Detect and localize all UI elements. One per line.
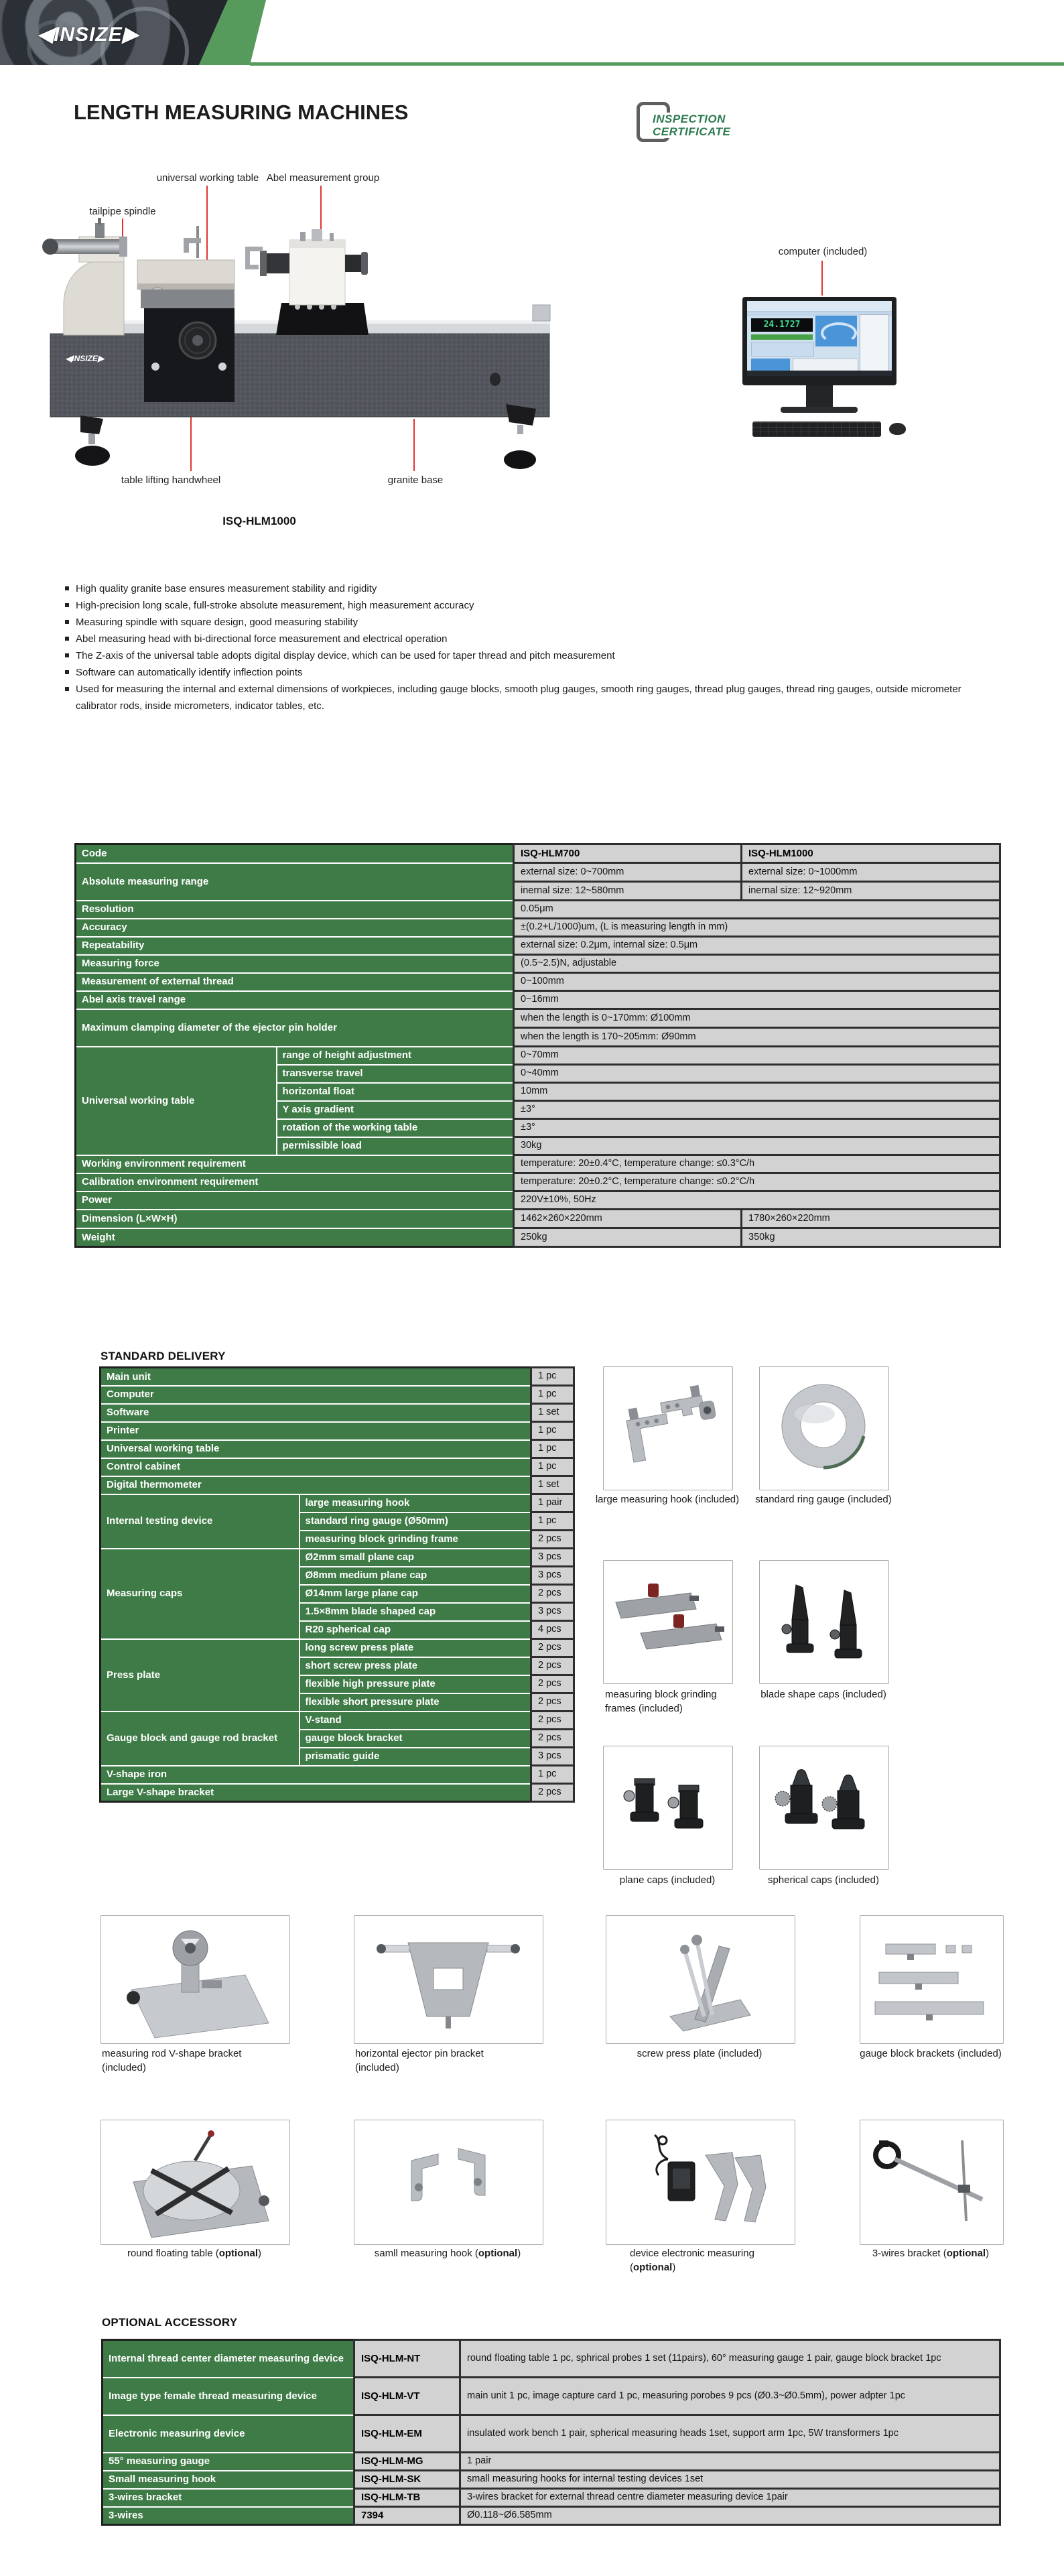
feature-item: Measuring spindle with square design, good measuring stability <box>64 614 961 631</box>
delivery-qty: 3 pcs <box>531 1549 574 1567</box>
spec-sublabel: range of height adjustment <box>277 1047 514 1065</box>
delivery-qty: 2 pcs <box>531 1693 574 1712</box>
control-panel <box>751 342 814 357</box>
delivery-item: Printer <box>101 1422 531 1440</box>
delivery-group: Internal testing device <box>101 1494 300 1549</box>
image-grinding-frames <box>603 1560 733 1684</box>
header-green-rule <box>250 62 1064 66</box>
feature-list <box>64 580 961 714</box>
software-toolbar <box>747 301 892 312</box>
accessory-device: Small measuring hook <box>103 2471 354 2489</box>
delivery-item: flexible short pressure plate <box>300 1693 531 1712</box>
image-large-measuring-hook <box>603 1366 733 1490</box>
tailstock <box>64 258 124 335</box>
feature-item: Abel measuring head with bi-directional force measurement and electrical operation <box>64 631 961 647</box>
label-table-lifting-handwheel: table lifting handwheel <box>121 474 221 486</box>
part-image-panel <box>815 316 857 346</box>
spec-value: when the length is 170~205mm: Ø90mm <box>514 1028 1000 1047</box>
spec-value: inernal size: 12~580mm <box>514 882 742 901</box>
delivery-item: prismatic guide <box>300 1748 531 1766</box>
spec-value: 220V±10%, 50Hz <box>514 1192 1000 1210</box>
spec-label: Resolution <box>76 901 514 919</box>
computer-monitor <box>742 297 896 385</box>
spec-label: Power <box>76 1192 514 1210</box>
image-plane-caps <box>603 1746 733 1870</box>
accessory-device: Image type female thread measuring device <box>103 2378 354 2415</box>
leader-line <box>821 261 823 296</box>
accessory-code: ISQ-HLM-SK <box>354 2471 460 2489</box>
spec-label: Code <box>76 844 514 863</box>
image-spherical-caps <box>759 1746 889 1870</box>
badge-line1: INSPECTION <box>653 113 726 125</box>
caption-3-wires-bracket: 3-wires bracket (optional) <box>872 2248 990 2259</box>
spec-value: (0.5~2.5)N, adjustable <box>514 955 1000 973</box>
result-list-panel <box>860 314 889 372</box>
spec-model-1: ISQ-HLM700 <box>514 844 742 863</box>
spec-value: 350kg <box>742 1228 1000 1247</box>
caption-screw-press-plate: screw press plate (included) <box>637 2048 762 2059</box>
delivery-item: Main unit <box>101 1368 531 1386</box>
spec-label: Maximum clamping diameter of the ejector pin holder <box>76 1009 514 1047</box>
delivery-item: Computer <box>101 1386 531 1404</box>
accessory-code: ISQ-HLM-MG <box>354 2453 460 2471</box>
spec-sublabel: permissible load <box>277 1137 514 1155</box>
spec-label: Weight <box>76 1228 514 1247</box>
accessory-desc: 3-wires bracket for external thread centre diameter measuring device 1pair <box>460 2489 1000 2507</box>
spec-value: 0.05μm <box>514 901 1000 919</box>
spec-model-2: ISQ-HLM1000 <box>742 844 1000 863</box>
delivery-item: flexible high pressure plate <box>300 1675 531 1693</box>
monitor-stand-base <box>781 407 858 413</box>
accessory-device: Internal thread center diameter measuring device <box>103 2340 354 2378</box>
delivery-item: Universal working table <box>101 1440 531 1458</box>
spec-value: ±3° <box>514 1119 1000 1137</box>
spec-value: temperature: 20±0.4°C, temperature change: ≤0.3°C/h <box>514 1155 1000 1173</box>
delivery-group: Press plate <box>101 1639 300 1712</box>
accessory-desc: Ø0.118~Ø6.585mm <box>460 2507 1000 2525</box>
accessory-code: ISQ-HLM-NT <box>354 2340 460 2378</box>
caption-horizontal-ejector-bracket: horizontal ejector pin bracket (included) <box>355 2048 484 2073</box>
spec-value: 0~16mm <box>514 991 1000 1009</box>
delivery-item: Control cabinet <box>101 1458 531 1476</box>
spec-label: Accuracy <box>76 919 514 937</box>
caption-small-measuring-hook: samll measuring hook (optional) <box>374 2248 521 2259</box>
delivery-group: Measuring caps <box>101 1549 300 1639</box>
monitor-stand <box>806 385 833 407</box>
machine-illustration <box>40 168 563 482</box>
spec-value: 250kg <box>514 1228 742 1247</box>
model-caption: ISQ-HLM1000 <box>222 515 296 527</box>
spec-value: inernal size: 12~920mm <box>742 882 1000 901</box>
machine-foot <box>80 415 103 434</box>
delivery-qty: 4 pcs <box>531 1621 574 1639</box>
delivery-item: R20 spherical cap <box>300 1621 531 1639</box>
delivery-item: Digital thermometer <box>101 1476 531 1494</box>
optional-accessory-table <box>101 2339 1001 2526</box>
delivery-item: Ø8mm medium plane cap <box>300 1567 531 1585</box>
accessory-desc: insulated work bench 1 pair, spherical measuring heads 1set, support arm 1pc, 5W transformers 1pc <box>460 2415 1000 2453</box>
software-screen <box>747 301 892 376</box>
spec-label: Absolute measuring range <box>76 863 514 901</box>
image-round-floating-table <box>101 2120 290 2245</box>
delivery-qty: 1 pc <box>531 1440 574 1458</box>
spec-value: external size: 0~700mm <box>514 863 742 882</box>
spec-label: Repeatability <box>76 937 514 955</box>
spec-value: external size: 0~1000mm <box>742 863 1000 882</box>
image-gauge-block-brackets <box>860 1915 1004 2044</box>
spec-value: ±3° <box>514 1101 1000 1119</box>
feature-item: Used for measuring the internal and external dimensions of workpieces, including gauge blocks, smooth plug gauges, smooth ring gauges, thread plug gauges, thread ring gauges, outside micrometer calibrator rods, inside micrometers, indicator tables, etc. <box>64 681 961 714</box>
delivery-qty: 1 pc <box>531 1422 574 1440</box>
delivery-qty: 3 pcs <box>531 1748 574 1766</box>
caption-plane-caps: plane caps (included) <box>619 1874 716 1886</box>
caption-large-measuring-hook: large measuring hook (included) <box>595 1494 740 1505</box>
base-logo: ◀INSIZE▶ <box>66 354 105 363</box>
accessory-device: 55° measuring gauge <box>103 2453 354 2471</box>
caption-grinding-frames: measuring block grinding frames (included) <box>605 1689 717 1714</box>
accessory-code: ISQ-HLM-TB <box>354 2489 460 2507</box>
specification-table <box>74 843 1001 1248</box>
spec-value: 1462×260×220mm <box>514 1210 742 1228</box>
delivery-qty: 1 set <box>531 1404 574 1422</box>
accessory-code: 7394 <box>354 2507 460 2525</box>
accessory-desc: 1 pair <box>460 2453 1000 2471</box>
delivery-qty: 2 pcs <box>531 1585 574 1603</box>
delivery-group: Gauge block and gauge rod bracket <box>101 1712 300 1766</box>
spec-label: Abel axis travel range <box>76 991 514 1009</box>
inspection-certificate-badge <box>651 113 732 138</box>
delivery-qty: 2 pcs <box>531 1531 574 1549</box>
delivery-qty: 1 pc <box>531 1386 574 1404</box>
delivery-item: Ø14mm large plane cap <box>300 1585 531 1603</box>
caption-blade-shape-caps: blade shape caps (included) <box>760 1689 886 1700</box>
delivery-qty: 2 pcs <box>531 1784 574 1802</box>
image-small-measuring-hook <box>354 2120 543 2245</box>
delivery-item: standard ring gauge (Ø50mm) <box>300 1512 531 1531</box>
delivery-qty: 1 pc <box>531 1766 574 1784</box>
delivery-item: 1.5×8mm blade shaped cap <box>300 1603 531 1621</box>
label-granite-base: granite base <box>387 474 444 486</box>
delivery-item: V-stand <box>300 1712 531 1730</box>
delivery-qty: 3 pcs <box>531 1603 574 1621</box>
feature-item: High-precision long scale, full-stroke absolute measurement, high measurement accuracy <box>64 597 961 614</box>
gear-photo-decor <box>101 7 189 95</box>
caption-device-electronic-measuring: device electronic measuring (optional) <box>630 2248 754 2273</box>
delivery-qty: 2 pcs <box>531 1712 574 1730</box>
image-blade-shape-caps <box>759 1560 889 1684</box>
abel-measurement-group <box>289 240 345 305</box>
delivery-qty: 1 pair <box>531 1494 574 1512</box>
accessory-device: 3-wires bracket <box>103 2489 354 2507</box>
keyboard <box>752 422 881 437</box>
label-universal-working-table: universal working table <box>156 172 259 184</box>
spec-sublabel: horizontal float <box>277 1083 514 1101</box>
spec-sublabel: Y axis gradient <box>277 1101 514 1119</box>
accessory-device: 3-wires <box>103 2507 354 2525</box>
delivery-qty: 2 pcs <box>531 1639 574 1657</box>
spec-sublabel: transverse travel <box>277 1065 514 1083</box>
label-abel-measurement-group: Abel measurement group <box>266 172 380 184</box>
label-computer-included: computer (included) <box>778 246 868 257</box>
spec-label: Calibration environment requirement <box>76 1173 514 1192</box>
delivery-qty: 1 pc <box>531 1368 574 1386</box>
image-standard-ring-gauge <box>759 1366 889 1490</box>
delivery-item: large measuring hook <box>300 1494 531 1512</box>
delivery-qty: 1 pc <box>531 1458 574 1476</box>
spec-label: Dimension (L×W×H) <box>76 1210 514 1228</box>
badge-line2: CERTIFICATE <box>653 125 731 138</box>
accessory-desc: main unit 1 pc, image capture card 1 pc, measuring porobes 9 pcs (Ø0.3~Ø0.5mm), power adpter 1pc <box>460 2378 1000 2415</box>
feature-item: Software can automatically identify inflection points <box>64 664 961 681</box>
spec-value: 0~100mm <box>514 973 1000 991</box>
spec-label: Measurement of external thread <box>76 973 514 991</box>
optional-accessory-title: OPTIONAL ACCESSORY <box>102 2316 238 2329</box>
feature-item: High quality granite base ensures measurement stability and rigidity <box>64 580 961 597</box>
delivery-item: V-shape iron <box>101 1766 531 1784</box>
spec-label: Universal working table <box>76 1047 277 1155</box>
delivery-item: Large V-shape bracket <box>101 1784 531 1802</box>
delivery-item: measuring block grinding frame <box>300 1531 531 1549</box>
accessory-code: ISQ-HLM-VT <box>354 2378 460 2415</box>
delivery-qty: 3 pcs <box>531 1567 574 1585</box>
feature-item: The Z-axis of the universal table adopts digital display device, which can be used for taper thread and pitch measurement <box>64 647 961 664</box>
spec-value: when the length is 0~170mm: Ø100mm <box>514 1009 1000 1028</box>
spec-label: Working environment requirement <box>76 1155 514 1173</box>
delivery-qty: 2 pcs <box>531 1657 574 1675</box>
spec-value: 0~40mm <box>514 1065 1000 1083</box>
spec-value: ±(0.2+L/1000)um, (L is measuring length in mm) <box>514 919 1000 937</box>
spec-label: Measuring force <box>76 955 514 973</box>
image-3-wires-bracket <box>860 2120 1004 2245</box>
image-device-electronic-measuring <box>606 2120 795 2245</box>
progress-bar <box>751 334 813 340</box>
caption-spherical-caps: spherical caps (included) <box>768 1874 879 1886</box>
label-tailpipe-spindle: tailpipe spindle <box>89 206 156 217</box>
delivery-item: gauge block bracket <box>300 1730 531 1748</box>
taskbar <box>747 371 892 376</box>
spec-value: 10mm <box>514 1083 1000 1101</box>
spec-value: temperature: 20±0.2°C, temperature change: ≤0.2°C/h <box>514 1173 1000 1192</box>
granite-base <box>50 334 549 417</box>
mouse <box>889 423 906 435</box>
caption-measuring-rod-v-bracket: measuring rod V-shape bracket (included) <box>102 2048 242 2073</box>
delivery-item: Software <box>101 1404 531 1422</box>
delivery-item: Ø2mm small plane cap <box>300 1549 531 1567</box>
standard-delivery-title: STANDARD DELIVERY <box>101 1350 226 1362</box>
accessory-desc: round floating table 1 pc, sphrical probes 1 set (11pairs), 60° measuring gauge 1 pair, gauge block bracket 1pc <box>460 2340 1000 2378</box>
accessory-device: Electronic measuring device <box>103 2415 354 2453</box>
accessory-code: ISQ-HLM-EM <box>354 2415 460 2453</box>
image-measuring-rod-v-bracket <box>101 1915 290 2044</box>
spec-value: 30kg <box>514 1137 1000 1155</box>
delivery-qty: 2 pcs <box>531 1730 574 1748</box>
tailpipe-spindle <box>50 239 127 254</box>
delivery-qty: 2 pcs <box>531 1675 574 1693</box>
insize-logo: ◀INSIZE▶ <box>38 23 139 46</box>
delivery-qty: 1 pc <box>531 1512 574 1531</box>
image-horizontal-ejector-bracket <box>354 1915 543 2044</box>
standard-delivery-table <box>99 1366 575 1803</box>
delivery-qty: 1 set <box>531 1476 574 1494</box>
spec-value: 1780×260×220mm <box>742 1210 1000 1228</box>
caption-round-floating-table: round floating table (optional) <box>127 2248 262 2259</box>
measurement-readout: 24.1727 <box>751 318 813 332</box>
spec-value: external size: 0.2μm, internal size: 0.5μm <box>514 937 1000 955</box>
accessory-desc: small measuring hooks for internal testing devices 1set <box>460 2471 1000 2489</box>
caption-standard-ring-gauge: standard ring gauge (included) <box>755 1494 892 1505</box>
caption-gauge-block-brackets: gauge block brackets (included) <box>860 2048 1002 2059</box>
spec-value: 0~70mm <box>514 1047 1000 1065</box>
delivery-item: long screw press plate <box>300 1639 531 1657</box>
delivery-item: short screw press plate <box>300 1657 531 1675</box>
page-title: LENGTH MEASURING MACHINES <box>74 101 409 124</box>
image-screw-press-plate <box>606 1915 795 2044</box>
spec-sublabel: rotation of the working table <box>277 1119 514 1137</box>
